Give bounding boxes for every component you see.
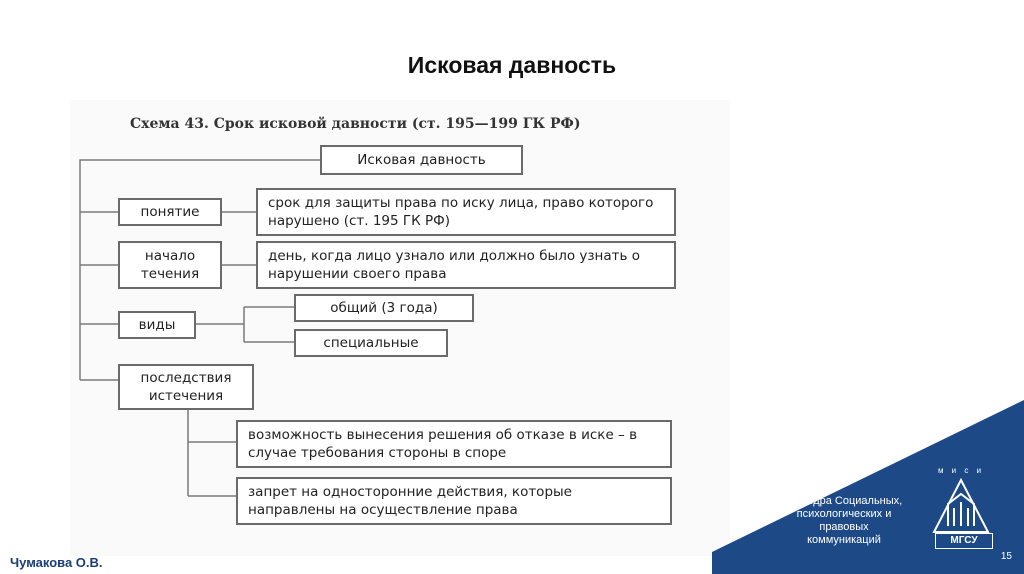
root-box: Исковая давность [320, 145, 523, 175]
consequences-label-box: последствия истечения [118, 364, 254, 410]
concept-label-box: понятие [118, 198, 222, 226]
concept-definition-box: срок для защиты права по иску лица, право которого нарушено (ст. 195 ГК РФ) [256, 188, 676, 236]
slide-title: Исковая давность [407, 52, 617, 78]
logo-top-text: м и с и [937, 466, 985, 475]
start-label-box: начало течения [118, 241, 222, 289]
types-label-box: виды [118, 311, 196, 339]
consequences-item1-box: возможность вынесения решения об отказе в иске – в случае требования стороны в споре [236, 420, 672, 468]
types-general-box: общий (3 года) [294, 294, 474, 322]
department-name: Кафедра Социальных, психологических и правовых коммуникаций [785, 495, 903, 546]
scheme-caption: Схема 43. Срок исковой давности (ст. 195—199 ГК РФ) [130, 116, 581, 132]
page-number: 15 [1000, 551, 1012, 562]
start-definition-box: день, когда лицо узнало или должно было узнать о нарушении своего права [256, 241, 676, 289]
author-name: Чумакова О.В. [10, 555, 103, 570]
logo-bottom-text: МГСУ [935, 533, 993, 549]
consequences-item2-box: запрет на односторонние действия, которые направлены на осуществление права [236, 477, 672, 525]
types-special-box: специальные [294, 329, 448, 357]
